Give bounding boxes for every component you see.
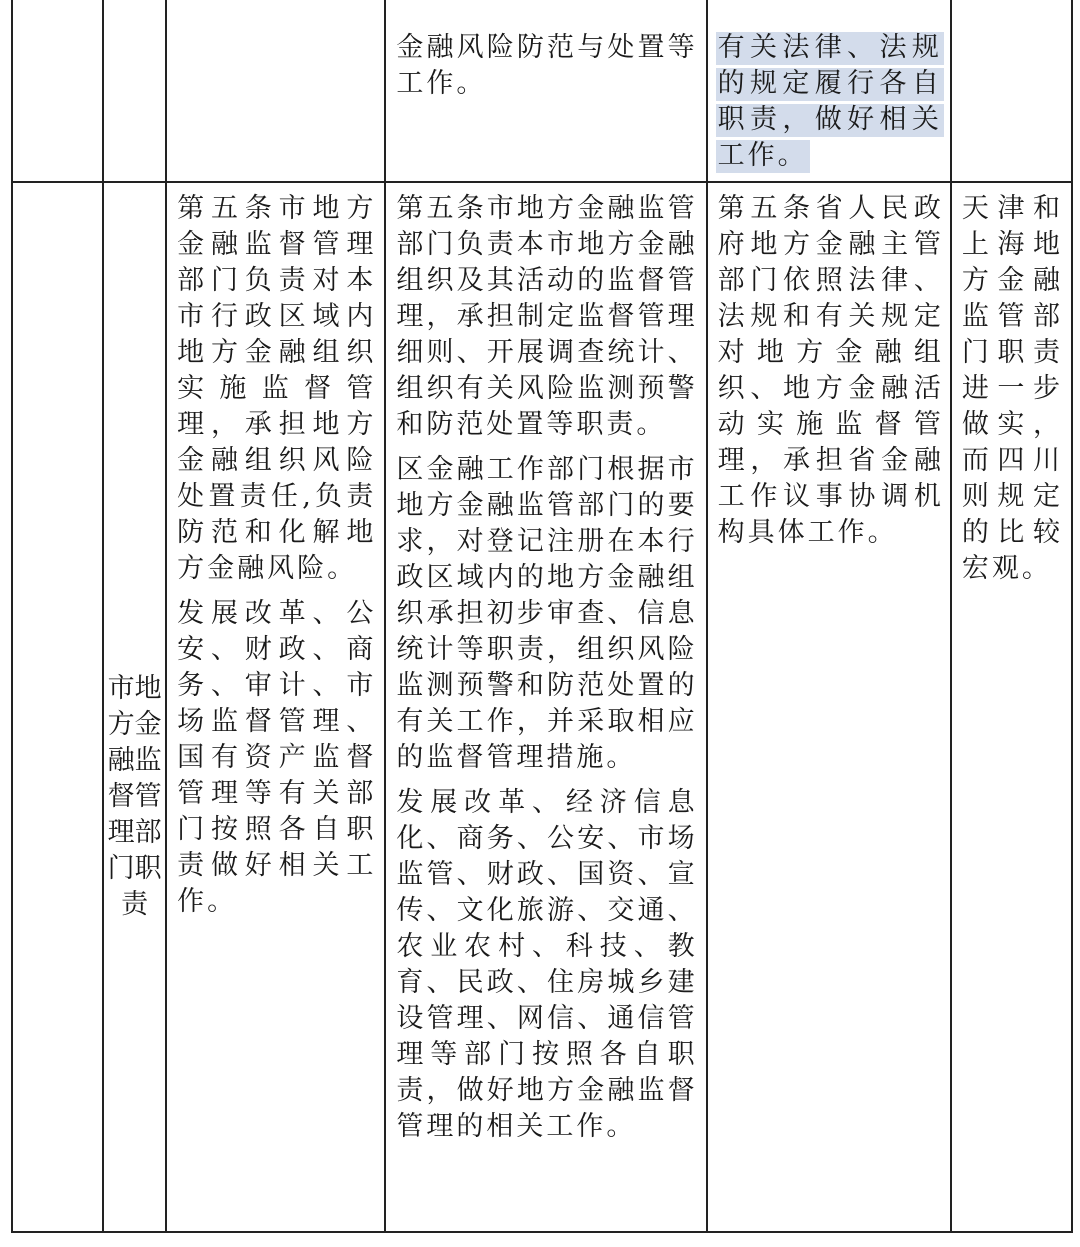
row-label-cell — [103, 182, 166, 1232]
remark-text: 天津和上海地方金融监管部门职责进一步做实，而四川则规定的比较宏观。 — [961, 193, 1063, 584]
table-cell — [707, 0, 951, 182]
tianjin-paragraph: 发展改革、公安、财政、商务、审计、市场监督管理、国有资产监督管理等有关部门按照各自职责做好相关工作。 — [177, 598, 377, 917]
shanghai-cell — [385, 182, 706, 1232]
table-cell-empty — [12, 182, 103, 1232]
sichuan-paragraph: 第五条省人民政府地方金融主管部门依照法律、法规和有关规定对地方金融组织、地方金融活动实施监督管理，承担省金融工作议事协调机构具体工作。 — [717, 193, 944, 548]
table-cell — [385, 0, 706, 182]
continued-text-shanghai: 金融风险防范与处置等工作。 — [396, 32, 698, 99]
shanghai-paragraph: 区金融工作部门根据市地方金融监管部门的要求，对登记注册在本行政区域内的地方金融组织承担初步审查、信息统计等职责，组织风险监测预警和防范处置的有关工作，并采取相应的监督管理措施。 — [396, 454, 698, 773]
continued-text-sichuan — [708, 0, 950, 174]
shanghai-paragraph: 发展改革、经济信息化、商务、公安、市场监管、财政、国资、宣传、文化旅游、交通、农业农村、科技、教育、民政、住房城乡建设管理、网信、通信管理等部门按照各自职责，做好地方金融监督管理的相关工作。 — [396, 787, 698, 1142]
shanghai-paragraph: 第五条市地方金融监管部门负责本市地方金融组织及其活动的监督管理，承担制定监督管理细则、开展调查统计、组织有关风险监测预警和防范处置等职责。 — [396, 193, 698, 440]
table-cell-empty — [12, 0, 103, 182]
table-row — [12, 0, 1072, 182]
tianjin-cell — [166, 182, 385, 1232]
remark-cell — [951, 182, 1072, 1232]
table-cell-empty — [103, 0, 166, 182]
sichuan-cell — [707, 182, 951, 1232]
row-label: 市地方金融监督管理部门职责 — [107, 673, 162, 920]
tianjin-paragraph: 第五条市地方金融监督管理部门负责对本市行政区域内地方金融组织实施监督管理，承担地方金融组织风险处置责任,负责防范和化解地方金融风险。 — [177, 193, 377, 584]
table-cell-empty — [951, 0, 1072, 182]
comparison-table — [11, 0, 1073, 1233]
table-row — [12, 182, 1072, 1232]
table-cell-empty — [166, 0, 385, 182]
highlighted-text: 有关法律、法规的规定履行各自职责，做好相关工作。 — [717, 32, 942, 171]
